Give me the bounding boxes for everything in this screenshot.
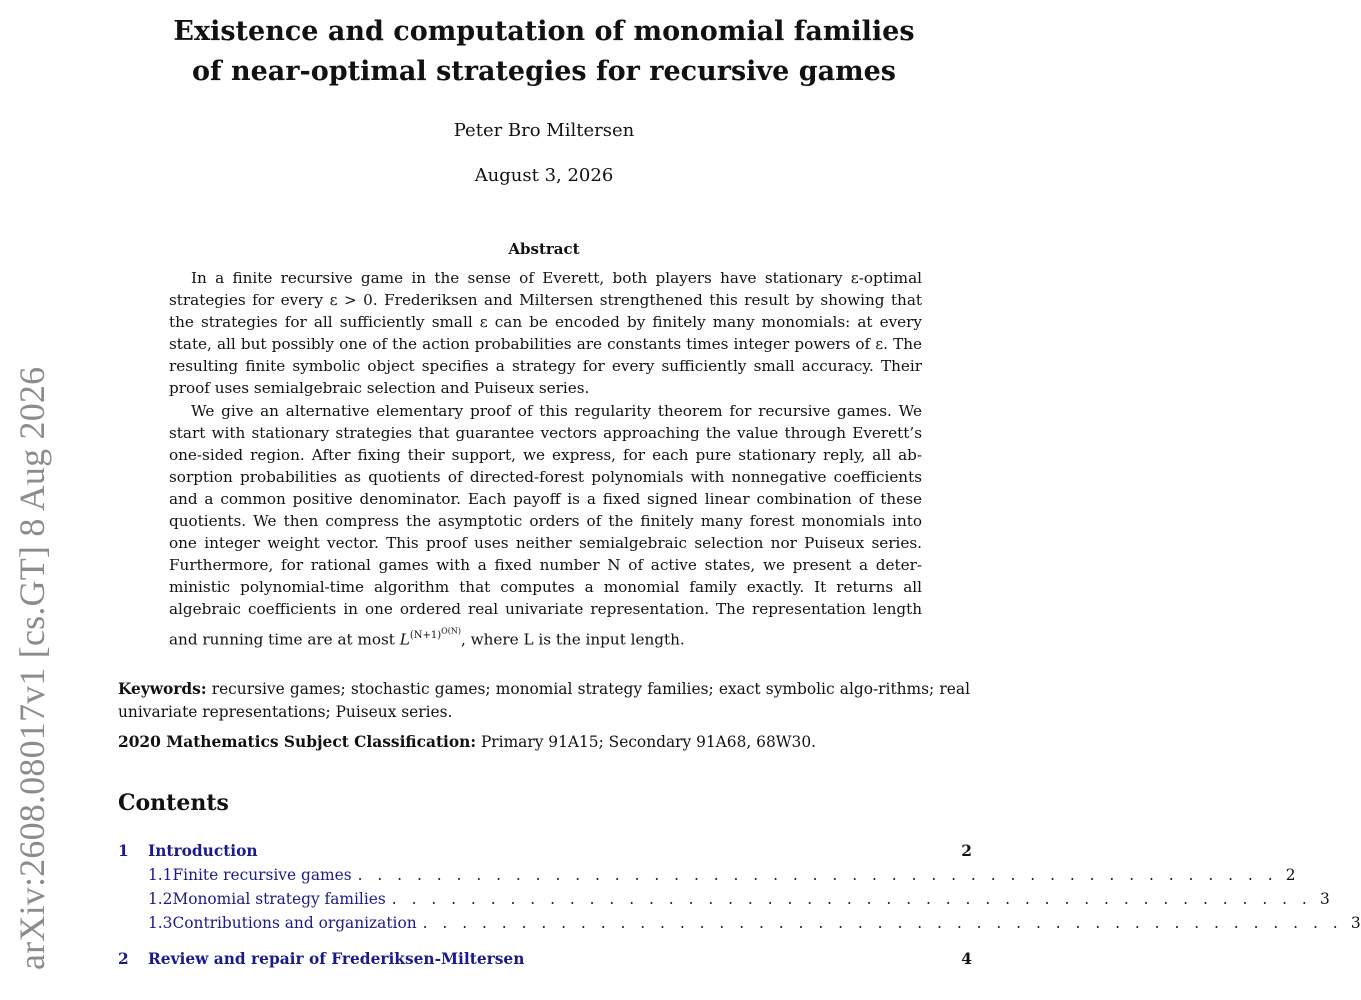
abstract-paragraph-2	[169, 400, 922, 650]
author-name: Peter Bro Miltersen	[453, 120, 635, 141]
keywords-line	[118, 678, 970, 724]
toc-entry-contributions-and-organization[interactable]	[118, 914, 1361, 938]
abstract-text: and running time are at most	[169, 629, 400, 648]
abstract-text: one-sided region. After fixing their support, we express, for each pure stationary reply, all ab-	[169, 445, 922, 464]
toc-entry-review-and-repair[interactable]	[118, 950, 972, 974]
abstract-text: quotients. We then compress the asymptotic orders of the finitely many forest monomials into	[169, 512, 922, 531]
contents-heading: Contents	[118, 790, 229, 816]
toc-entry-monomial-strategy-families[interactable]	[118, 890, 1330, 914]
abstract-heading: Abstract	[508, 240, 580, 258]
toc-number: 1.2	[148, 890, 173, 908]
toc-leader-dots: . . . . . . . . . . . . . . . . . . . . . . . . . . . . . . . . . . . . . . . . . . . . . . .	[357, 866, 1278, 884]
table-of-contents	[118, 842, 1361, 974]
toc-page-number: 4	[961, 950, 972, 968]
toc-title[interactable]: Contributions and organization	[172, 914, 417, 932]
toc-leader-dots: . . . . . . . . . . . . . . . . . . . . . . . . . . . . . . . . . . . . . . . . . . . . . . .	[391, 890, 1312, 908]
arxiv-identifier-stamp: arXiv:2608.08017v1 [cs.GT] 8 Aug 2026	[12, 366, 52, 970]
abstract-text: the strategies for all sufficiently small ε can be encoded by finitely many monomials: at every	[169, 313, 922, 332]
abstract-text: start with stationary strategies that guarantee vectors approaching the value through Everett’s	[169, 423, 922, 442]
toc-number: 2	[118, 950, 129, 968]
toc-page-number: 3	[1350, 914, 1361, 932]
msc-text: Primary 91A15; Secondary 91A68, 68W30.	[480, 733, 817, 751]
toc-page-number: 2	[1285, 866, 1296, 884]
toc-number: 1.3	[148, 914, 173, 932]
abstract-text: and a common positive denominator. Each payoff is a fixed signed linear combination of these	[169, 489, 922, 508]
title-line-2: of near-optimal strategies for recursive games	[191, 56, 897, 87]
toc-title[interactable]: Introduction	[148, 842, 258, 860]
toc-spacer	[118, 938, 972, 950]
toc-leader-dots: . . . . . . . . . . . . . . . . . . . . . . . . . . . . . . . . . . . . . . . . . . . . . . .	[422, 914, 1343, 932]
title-line-1: Existence and computation of monomial families	[173, 16, 915, 47]
keywords-text: recursive games; stochastic games; monomial strategy families; exact symbolic algo-rithms; real univariate representations; Puiseux series.	[118, 680, 970, 721]
math-symbol-L: L	[399, 629, 410, 648]
abstract-text: strategies for every ε > 0. Frederiksen and Miltersen strengthened this result by showing that	[169, 291, 922, 310]
toc-entry-introduction[interactable]	[118, 842, 972, 866]
toc-entry-finite-recursive-games[interactable]	[118, 866, 1296, 890]
paper-date: August 3, 2026	[474, 165, 614, 186]
abstract-text: sorption probabilities as quotients of directed-forest polynomials with nonnegative coefficients	[169, 467, 922, 486]
math-exponent: (N+1)O(N)	[409, 626, 461, 641]
abstract-text: In a finite recursive game in the sense of Everett, both players have stationary ε-optimal	[191, 269, 922, 287]
toc-title[interactable]: Review and repair of Frederiksen-Miltersen	[148, 950, 525, 968]
abstract-paragraph-1	[169, 267, 922, 400]
abstract-body	[169, 267, 922, 650]
abstract-text: We give an alternative elementary proof of this regularity theorem for recursive games. We	[191, 401, 922, 420]
toc-page-number: 3	[1319, 890, 1330, 908]
toc-title[interactable]: Monomial strategy families	[172, 890, 386, 908]
abstract-text: Furthermore, for rational games with a fixed number N of active states, we present a deter-	[169, 556, 922, 575]
keywords-block	[118, 678, 970, 761]
toc-page-number: 2	[961, 842, 972, 860]
abstract-text: ministic polynomial-time algorithm that computes a monomial family exactly. It returns all	[169, 578, 922, 597]
toc-number: 1.1	[148, 866, 173, 884]
paper-title	[118, 12, 970, 92]
keywords-label: Keywords:	[118, 680, 207, 698]
abstract-text: one integer weight vector. This proof uses neither semialgebraic selection nor Puiseux series.	[169, 534, 922, 553]
abstract-text: state, all but possibly one of the action probabilities are constants times integer powers of ε.	[169, 335, 888, 354]
abstract-text: , where L is the input length.	[460, 629, 685, 648]
toc-title[interactable]: Finite recursive games	[172, 866, 352, 884]
msc-label: 2020 Mathematics Subject Classification:	[118, 733, 477, 751]
msc-line	[118, 731, 970, 754]
abstract-text: Their proof uses semialgebraic selection and Puiseux series.	[169, 357, 923, 398]
abstract-text: The resulting finite symbolic object specifies a strategy for every sufficiently small accuracy.	[169, 335, 922, 376]
abstract-text: algebraic coefficients in one ordered real univariate representation. The representation length	[169, 600, 922, 619]
toc-number: 1	[118, 842, 129, 860]
